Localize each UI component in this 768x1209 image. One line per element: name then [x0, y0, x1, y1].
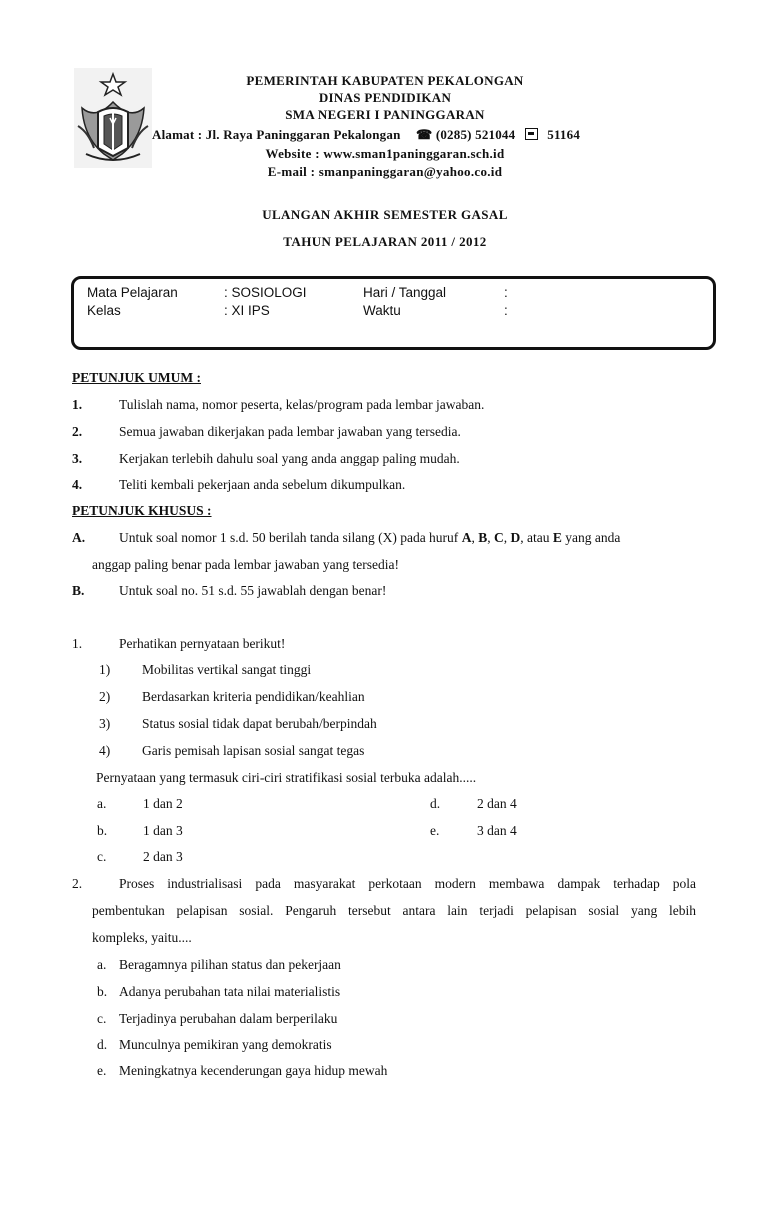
statement-num: 1) — [99, 662, 111, 677]
header-address-line — [152, 127, 580, 143]
option-letter: d. — [430, 796, 441, 811]
header-email: E-mail : smanpaninggaran@yahoo.co.id — [267, 164, 503, 179]
option-text: Adanya perubahan tata nilai materialistis — [119, 984, 341, 999]
header-government: PEMERINTAH KABUPATEN PEKALONGAN — [246, 73, 524, 88]
question-number: 2. — [72, 876, 83, 891]
option-letter: e. — [97, 1063, 107, 1078]
special-a-or: atau — [526, 530, 550, 545]
class-label: Kelas — [87, 303, 121, 318]
option-letter-c: C — [493, 530, 504, 545]
header-address: Alamat : Jl. Raya Paninggaran Pekalongan — [152, 127, 401, 142]
option-letter-d: D — [510, 530, 521, 545]
time-label: Waktu — [363, 303, 401, 318]
option-letter: e. — [430, 823, 440, 838]
special-a-text-2: yang anda — [565, 530, 621, 545]
question-text-line: Proses industrialisasi pada masyarakat perkotaan modern membawa dampak terhadap pola — [119, 876, 696, 891]
general-item-text: Teliti kembali pekerjaan anda sebelum dikumpulkan. — [119, 477, 406, 492]
option-letter: c. — [97, 1011, 107, 1026]
exam-year: TAHUN PELAJARAN 2011 / 2012 — [283, 234, 487, 249]
option-text: Munculnya pemikiran yang demokratis — [119, 1037, 332, 1052]
special-item-b-num: B. — [72, 583, 85, 598]
special-item-a-num: A. — [72, 530, 86, 545]
option-letter: c. — [97, 849, 107, 864]
special-a-text-1: Untuk soal nomor 1 s.d. 50 berilah tanda silang (X) pada huruf — [119, 530, 459, 545]
statement-text: Berdasarkan kriteria pendidikan/keahlian — [142, 689, 365, 704]
option-text: 2 dan 3 — [143, 849, 183, 864]
subject-label: Mata Pelajaran — [87, 285, 178, 300]
option-letter-a: A — [461, 530, 472, 545]
question-prompt: Perhatikan pernyataan berikut! — [119, 636, 286, 651]
question-stem: Pernyataan yang termasuk ciri-ciri stratifikasi sosial terbuka adalah..... — [96, 770, 477, 785]
special-instructions-heading: PETUNJUK KHUSUS : — [72, 503, 212, 518]
option-text: Terjadinya perubahan dalam berperilaku — [119, 1011, 338, 1026]
option-letter-e: E — [552, 530, 562, 545]
class-value: : XI IPS — [224, 303, 270, 318]
general-item-num: 2. — [72, 424, 83, 439]
option-letter: a. — [97, 957, 107, 972]
option-letter: d. — [97, 1037, 108, 1052]
statement-text: Mobilitas vertikal sangat tinggi — [142, 662, 312, 677]
special-item-a-text: Untuk soal nomor 1 s.d. 50 berilah tanda silang (X) pada huruf A, B, C, D, atau E yang anda — [119, 530, 621, 545]
special-item-a-continuation: anggap paling benar pada lembar jawaban yang tersedia! — [92, 557, 399, 572]
general-item-text: Semua jawaban dikerjakan pada lembar jawaban yang tersedia. — [119, 424, 461, 439]
time-value: : — [504, 303, 508, 318]
general-instructions-heading: PETUNJUK UMUM : — [72, 370, 201, 385]
statement-text: Garis pemisah lapisan sosial sangat tegas — [142, 743, 365, 758]
header-website: Website : www.sman1paninggaran.sch.id — [265, 146, 505, 161]
header-school-name: SMA NEGERI I PANINGGARAN — [285, 107, 485, 122]
general-item-num: 4. — [72, 477, 83, 492]
general-item-num: 1. — [72, 397, 83, 412]
question-text-line: pembentukan pelapisan sosial. Pengaruh tersebut antara lain terjadi pelapisan sosial yang lebih — [92, 903, 696, 918]
option-letter: b. — [97, 984, 108, 999]
option-text: Beragamnya pilihan status dan pekerjaan — [119, 957, 341, 972]
day-label: Hari / Tanggal — [363, 285, 447, 300]
general-item-num: 3. — [72, 451, 83, 466]
question-number: 1. — [72, 636, 83, 651]
option-text: 1 dan 3 — [143, 823, 183, 838]
option-text: 1 dan 2 — [143, 796, 183, 811]
special-item-b-text: Untuk soal no. 51 s.d. 55 jawablah dengan benar! — [119, 583, 387, 598]
option-letter: a. — [97, 796, 107, 811]
option-text: 2 dan 4 — [477, 796, 517, 811]
option-text: 3 dan 4 — [477, 823, 517, 838]
statement-num: 2) — [99, 689, 111, 704]
question-text-line: kompleks, yaitu.... — [92, 930, 192, 945]
subject-value: : SOSIOLOGI — [224, 285, 307, 300]
option-text: Meningkatnya kecenderungan gaya hidup mewah — [119, 1063, 388, 1078]
school-emblem — [74, 68, 152, 168]
day-value: : — [504, 285, 508, 300]
statement-num: 4) — [99, 743, 111, 758]
exam-title: ULANGAN AKHIR SEMESTER GASAL — [262, 207, 508, 222]
phone-icon: ☎ — [415, 127, 433, 142]
option-letter-b: B — [478, 530, 488, 545]
header-phone: (0285) 521044 — [435, 127, 516, 142]
header-department: DINAS PENDIDIKAN — [318, 90, 452, 105]
general-item-text: Kerjakan terlebih dahulu soal yang anda anggap paling mudah. — [119, 451, 460, 466]
header-postal-code: 51164 — [547, 127, 581, 142]
fax-icon — [525, 128, 538, 140]
general-item-text: Tulislah nama, nomor peserta, kelas/program pada lembar jawaban. — [119, 397, 485, 412]
statement-num: 3) — [99, 716, 111, 731]
statement-text: Status sosial tidak dapat berubah/berpindah — [142, 716, 377, 731]
option-letter: b. — [97, 823, 108, 838]
